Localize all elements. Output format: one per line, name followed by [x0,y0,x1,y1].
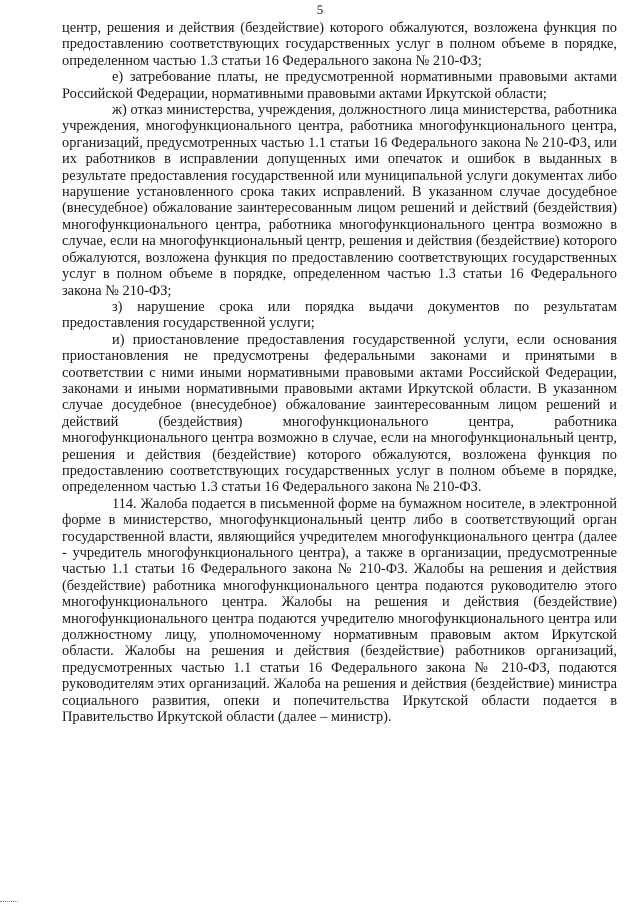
document-body [62,20,617,725]
paragraph-114: 114. Жалоба подается в письменной форме на бумажном носителе, в электронной форме в министерство, многофункциональный центр либо в соответствующий орган государственной власти, являющийся учредителем многофункционального центра (далее - учредитель многофункционального центра), а также в организации, предусмотренные частью 1.1 статьи 16 Федерального закона № 210-ФЗ. Жалобы на решения и действия (бездействие) работника многофункционального центра подаются руководителю этого многофункционального центра. Жалобы на решения и действия (бездействие) многофункционального центра подаются учредителю многофункционального центра или должностному лицу, уполномоченному нормативным правовым актом Иркутской области. Жалобы на решения и действия (бездействие) работников организаций, предусмотренных частью 1.1 статьи 16 Федерального закона № 210-ФЗ, подаются руководителям этих организаций. Жалоба на решения и действия (бездействие) министра социального развития, опеки и попечительства Иркутской области подается в Правительство Иркутской области (далее – министр). [62,495,617,726]
paragraph-item-zh: ж) отказ министерства, учреждения, должностного лица министерства, работника учреждения, многофункционального центра, работника многофункционального центра, организаций, предусмотренных частью 1.1 статьи 16 Федерального закона № 210-ФЗ, или их работников в исправлении допущенных ими опечаток и ошибок в выданных в результате предоставления государственной или муниципальной услуги документах либо нарушение установленного срока таких исправлений. В указанном случае досудебное (внесудебное) обжалование заинтересованным лицом решений и действий (бездействия) многофункционального центра, работника многофункционального центра возможно в случае, если на многофункциональный центр, решения и действия (бездействие) которого обжалуются, возложена функция по предоставлению соответствующих государственных услуг в полном объеме в порядке, определенном частью 1.3 статьи 16 Федерального закона № 210-ФЗ; [62,102,617,299]
paragraph-item-z: з) нарушение срока или порядка выдачи документов по результатам предоставления государственной услуги; [62,298,617,332]
paragraph-continuation: центр, решения и действия (бездействие) которого обжалуются, возложена функция по предоставлению соответствующих государственных услуг в полном объеме в порядке, определенном частью 1.3 статьи 16 Федерального закона № 210-ФЗ; [62,20,617,69]
paragraph-item-i: и) приостановление предоставления государственной услуги, если основания приостановления не предусмотрены федеральными законами и принятыми в соответствии с ними иными нормативными правовыми актами Российской Федерации, законами и иными нормативными правовыми актами Иркутской области. В указанном случае досудебное (внесудебное) обжалование заинтересованным лицом решений и действий (бездействия) многофункционального центра, работника многофункционального центра возможно в случае, если на многофункциональный центр, решения и действия (бездействие) которого обжалуются, возложена функция по предоставлению соответствующих государственных услуг в полном объеме в порядке, определенном частью 1.3 статьи 16 Федерального закона № 210-ФЗ. [62,331,617,496]
paragraph-item-e: е) затребование платы, не предусмотренной нормативными правовыми актами Российской Федерации, нормативными правовыми актами Иркутской области; [62,69,617,102]
page-number: 5 [316,2,324,17]
scan-edge-mark [0,901,18,903]
